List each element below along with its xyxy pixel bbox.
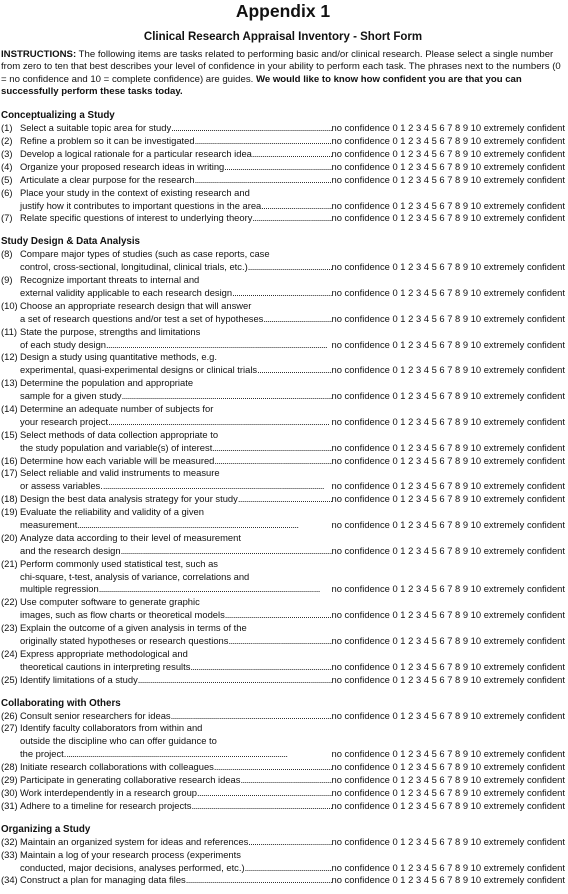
item-line xyxy=(1,274,565,287)
item-text: Express appropriate methodological and xyxy=(20,647,188,659)
leader-dots xyxy=(186,874,332,887)
item-line xyxy=(1,506,565,519)
confidence-scale[interactable]: no confidence 0 1 2 3 4 5 6 7 8 9 10 extremely confident xyxy=(331,122,565,134)
leader-dots xyxy=(225,609,332,622)
item-text: of each study design xyxy=(20,338,106,350)
item-text: or assess variables. xyxy=(20,480,103,492)
item-line xyxy=(1,364,565,377)
item-line xyxy=(1,148,565,161)
item-number xyxy=(1,661,20,674)
inventory-item xyxy=(1,429,565,455)
item-line xyxy=(1,800,565,813)
inventory-item xyxy=(1,135,565,148)
instructions-text: The following items are tasks related to performing basic and/or clinical research. Please select a single number from zero to ten that best describes your level of confidence in your ability to perform each task. The phrases next to the numbers (0 = no confidence and 10 = complete confidence) are guides. xyxy=(1,49,561,85)
item-number: (5) xyxy=(1,173,13,185)
leader-dots xyxy=(214,761,332,774)
inventory-item xyxy=(1,622,565,648)
leader-dots xyxy=(99,583,332,596)
item-line xyxy=(1,545,565,558)
item-text: Determine the population and appropriate xyxy=(20,377,194,389)
item-line xyxy=(1,248,565,261)
leader-dots xyxy=(212,442,331,455)
item-number xyxy=(1,748,20,761)
item-number xyxy=(1,313,20,326)
leader-dots xyxy=(214,455,331,468)
leader-dots xyxy=(228,635,331,648)
item-text: Identify limitations of a study xyxy=(20,673,138,685)
item-number: (30) xyxy=(1,786,18,798)
inventory-item xyxy=(1,761,565,774)
confidence-scale[interactable]: no confidence 0 1 2 3 4 5 6 7 8 9 10 extremely confident xyxy=(331,861,565,873)
item-number: (29) xyxy=(1,774,18,786)
leader-dots xyxy=(77,519,331,532)
inventory-item xyxy=(1,187,565,213)
item-line xyxy=(1,635,565,648)
item-line xyxy=(1,326,565,339)
item-text: control, cross-sectional, longitudinal, clinical trials, etc.) xyxy=(20,261,248,273)
confidence-scale[interactable]: no confidence 0 1 2 3 4 5 6 7 8 9 10 extremely confident xyxy=(331,583,565,595)
inventory-item xyxy=(1,493,565,506)
item-line xyxy=(1,403,565,416)
item-line xyxy=(1,442,565,455)
item-number: (22) xyxy=(1,596,18,608)
item-line xyxy=(1,622,565,635)
inventory-item xyxy=(1,326,565,352)
confidence-scale[interactable]: no confidence 0 1 2 3 4 5 6 7 8 9 10 extremely confident xyxy=(331,160,565,172)
inventory-item xyxy=(1,300,565,326)
item-text: State the purpose, strengths and limitations xyxy=(20,325,201,337)
leader-dots xyxy=(122,390,332,403)
leader-dots xyxy=(245,862,332,875)
item-line xyxy=(1,493,565,506)
inventory-item xyxy=(1,248,565,274)
item-text: Select methods of data collection appropriate to xyxy=(20,428,219,440)
item-text: the study population and variable(s) of interest xyxy=(20,441,213,453)
item-text: Maintain an organized system for ideas and references xyxy=(20,835,249,847)
item-line xyxy=(1,519,565,532)
item-text: Adhere to a timeline for research projects xyxy=(20,799,192,811)
inventory-item xyxy=(1,122,565,135)
item-text: Determine how each variable will be measured xyxy=(20,454,215,466)
item-text: Select a suitable topic area for study xyxy=(20,122,172,134)
confidence-scale[interactable]: no confidence 0 1 2 3 4 5 6 7 8 9 10 extremely confident xyxy=(331,799,565,811)
item-line xyxy=(1,661,565,674)
item-number xyxy=(1,862,20,875)
leader-dots xyxy=(66,748,331,761)
item-text: Participate in generating collaborative research ideas xyxy=(20,774,241,786)
item-number: (8) xyxy=(1,248,13,260)
item-text: multiple regression xyxy=(20,583,99,595)
item-number xyxy=(1,339,20,352)
leader-dots xyxy=(103,480,332,493)
item-line xyxy=(1,455,565,468)
leader-dots xyxy=(248,836,331,849)
item-number: (23) xyxy=(1,622,18,634)
item-text: measurement xyxy=(20,519,78,531)
item-line xyxy=(1,200,565,213)
confidence-scale[interactable]: no confidence 0 1 2 3 4 5 6 7 8 9 10 extremely confident xyxy=(331,748,565,760)
item-number: (14) xyxy=(1,403,18,414)
item-number xyxy=(1,609,20,622)
leader-dots xyxy=(195,174,332,187)
inventory-item xyxy=(1,874,565,887)
item-line xyxy=(1,532,565,545)
item-text: Choose an appropriate research design that will answer xyxy=(20,299,252,311)
inventory-item xyxy=(1,161,565,174)
item-number xyxy=(1,635,20,648)
item-text: Recognize important threats to internal and xyxy=(20,274,200,286)
inventory-item xyxy=(1,403,565,429)
item-line xyxy=(1,674,565,687)
item-number: (15) xyxy=(1,428,18,440)
item-line xyxy=(1,571,565,584)
leader-dots xyxy=(224,161,331,174)
instructions-emphasis: We would like to know how confident you are that you can successfully perform these tasks today. xyxy=(1,73,522,97)
inventory-item xyxy=(1,506,565,532)
item-number xyxy=(1,364,20,377)
item-line xyxy=(1,429,565,442)
item-text: Use computer software to generate graphic xyxy=(20,596,200,608)
item-line xyxy=(1,261,565,274)
confidence-scale[interactable]: no confidence 0 1 2 3 4 5 6 7 8 9 10 extremely confident xyxy=(331,390,565,402)
item-text: Articulate a clear purpose for the research xyxy=(20,173,195,185)
item-number xyxy=(1,480,20,493)
item-text: Explain the outcome of a given analysis in terms of the xyxy=(20,622,247,634)
leader-dots xyxy=(191,800,331,813)
item-line xyxy=(1,135,565,148)
leader-dots xyxy=(263,313,331,326)
confidence-scale[interactable]: no confidence 0 1 2 3 4 5 6 7 8 9 10 extremely confident xyxy=(331,761,565,773)
item-text: the project. xyxy=(20,748,67,760)
item-text: Develop a logical rationale for a particular research idea xyxy=(20,147,252,159)
leader-dots xyxy=(171,710,332,723)
item-number xyxy=(1,571,20,584)
inventory-item xyxy=(1,467,565,493)
section-title: Organizing a Study xyxy=(1,823,91,835)
item-line xyxy=(1,122,565,135)
item-line xyxy=(1,212,565,225)
item-text: external validity applicable to each research design xyxy=(20,286,233,298)
inventory-item xyxy=(1,377,565,403)
confidence-scale[interactable]: no confidence 0 1 2 3 4 5 6 7 8 9 10 extremely confident xyxy=(331,519,565,531)
item-line xyxy=(1,735,565,748)
item-line xyxy=(1,558,565,571)
item-number: (24) xyxy=(1,647,18,659)
inventory-item xyxy=(1,596,565,622)
item-text: Determine an adequate number of subjects for xyxy=(20,403,214,414)
confidence-scale[interactable]: no confidence 0 1 2 3 4 5 6 7 8 9 10 extremely confident xyxy=(331,660,565,672)
item-number: (9) xyxy=(1,274,13,286)
item-line xyxy=(1,874,565,887)
item-line xyxy=(1,648,565,661)
item-text: Design a study using quantitative methods, e.g. xyxy=(20,351,217,363)
confidence-scale[interactable]: no confidence 0 1 2 3 4 5 6 7 8 9 10 extremely confident xyxy=(331,774,565,786)
section-design xyxy=(1,236,565,686)
inventory-item xyxy=(1,212,565,225)
inventory-item xyxy=(1,532,565,558)
item-line xyxy=(1,467,565,480)
leader-dots xyxy=(261,200,331,213)
confidence-scale[interactable]: no confidence 0 1 2 3 4 5 6 7 8 9 10 extremely confident xyxy=(331,261,565,273)
item-number xyxy=(1,545,20,558)
item-number xyxy=(1,200,20,213)
item-text: chi-square, t-test, analysis of variance, correlations and xyxy=(20,570,250,582)
leader-dots xyxy=(190,661,331,674)
item-line xyxy=(1,836,565,849)
item-number: (21) xyxy=(1,557,18,569)
leader-dots xyxy=(252,212,331,225)
confidence-scale[interactable]: no confidence 0 1 2 3 4 5 6 7 8 9 10 extremely confident xyxy=(331,454,565,466)
item-line xyxy=(1,390,565,403)
confidence-scale[interactable]: no confidence 0 1 2 3 4 5 6 7 8 9 10 extremely confident xyxy=(331,835,565,847)
confidence-scale[interactable]: no confidence 0 1 2 3 4 5 6 7 8 9 10 extremely confident xyxy=(331,364,565,376)
leader-dots xyxy=(248,261,332,274)
item-text: Initiate research collaborations with colleagues xyxy=(20,761,214,773)
item-text: Select reliable and valid instruments to measure xyxy=(20,467,220,479)
item-text: images, such as flow charts or theoretical models xyxy=(20,609,225,621)
item-text: Construct a plan for managing data files xyxy=(20,874,186,886)
item-text: Organize your proposed research ideas in writing xyxy=(20,160,225,172)
item-number xyxy=(1,261,20,274)
item-number: (10) xyxy=(1,299,18,311)
leader-dots xyxy=(108,416,331,429)
item-number: (34) xyxy=(1,874,18,886)
confidence-scale[interactable]: no confidence 0 1 2 3 4 5 6 7 8 9 10 extremely confident xyxy=(331,212,565,224)
item-number: (11) xyxy=(1,325,17,337)
item-number: (12) xyxy=(1,351,18,363)
inventory-item xyxy=(1,674,565,687)
item-number: (20) xyxy=(1,531,18,543)
inventory-item xyxy=(1,648,565,674)
inventory-sections xyxy=(1,110,565,887)
confidence-scale[interactable]: no confidence 0 1 2 3 4 5 6 7 8 9 10 extremely confident xyxy=(331,635,565,647)
item-text: and the research design xyxy=(20,544,121,556)
inventory-item xyxy=(1,836,565,849)
item-number: (6) xyxy=(1,186,13,198)
item-number: (26) xyxy=(1,709,18,721)
leader-dots xyxy=(171,122,331,135)
page-subtitle: Clinical Research Appraisal Inventory - Short Form xyxy=(143,31,423,43)
item-text: sample for a given study xyxy=(20,390,122,402)
item-line xyxy=(1,761,565,774)
item-number xyxy=(1,390,20,403)
item-number: (18) xyxy=(1,493,18,505)
item-text: Consult senior researchers for ideas xyxy=(20,709,171,721)
inventory-item xyxy=(1,148,565,161)
item-line xyxy=(1,313,565,326)
confidence-scale[interactable]: no confidence 0 1 2 3 4 5 6 7 8 9 10 extremely confident xyxy=(331,493,565,505)
confidence-scale[interactable]: no confidence 0 1 2 3 4 5 6 7 8 9 10 extremely confident xyxy=(331,874,565,886)
item-line xyxy=(1,583,565,596)
item-number: (25) xyxy=(1,673,18,685)
item-line xyxy=(1,174,565,187)
leader-dots xyxy=(252,148,332,161)
item-number: (19) xyxy=(1,506,18,518)
inventory-item xyxy=(1,710,565,723)
section-conceptualizing xyxy=(1,110,565,225)
item-text: Compare major types of studies (such as case reports, case xyxy=(20,248,270,260)
item-text: your research project xyxy=(20,415,109,427)
item-number: (31) xyxy=(1,799,18,811)
item-line xyxy=(1,596,565,609)
item-number: (16) xyxy=(1,454,18,466)
item-number: (28) xyxy=(1,761,18,773)
item-number: (3) xyxy=(1,147,13,159)
section-organizing xyxy=(1,824,565,888)
item-number: (33) xyxy=(1,848,18,860)
item-text: experimental, quasi-experimental designs or clinical trials xyxy=(20,364,258,376)
item-text: originally stated hypotheses or research questions xyxy=(20,635,229,647)
item-line xyxy=(1,722,565,735)
item-number xyxy=(1,416,20,429)
item-line xyxy=(1,187,565,200)
confidence-scale[interactable]: no confidence 0 1 2 3 4 5 6 7 8 9 10 extremely confident xyxy=(331,286,565,298)
leader-dots xyxy=(138,674,332,687)
confidence-scale[interactable]: no confidence 0 1 2 3 4 5 6 7 8 9 10 extremely confident xyxy=(331,441,565,453)
confidence-scale[interactable]: no confidence 0 1 2 3 4 5 6 7 8 9 10 extremely confident xyxy=(331,673,565,685)
inventory-item xyxy=(1,174,565,187)
section-title: Study Design & Data Analysis xyxy=(1,236,141,248)
instructions xyxy=(1,49,565,98)
item-text: Analyze data according to their level of measurement xyxy=(20,531,241,543)
item-line xyxy=(1,774,565,787)
page-title: Appendix 1 xyxy=(235,1,331,21)
item-line xyxy=(1,416,565,429)
page xyxy=(0,1,568,894)
item-line xyxy=(1,609,565,622)
item-line xyxy=(1,351,565,364)
inventory-item xyxy=(1,351,565,377)
item-number xyxy=(1,735,20,748)
item-number xyxy=(1,442,20,455)
section-collaborating xyxy=(1,698,565,813)
item-number: (27) xyxy=(1,722,18,734)
instructions-label: INSTRUCTIONS: xyxy=(1,49,77,60)
item-text: conducted, major decisions, analyses performed, etc.) xyxy=(20,861,245,873)
item-number: (1) xyxy=(1,122,13,134)
item-text: Evaluate the reliability and validity of a given xyxy=(20,506,204,518)
leader-dots xyxy=(240,774,331,787)
item-text: Design the best data analysis strategy for your study xyxy=(20,493,238,505)
item-text: Maintain a log of your research process (experiments xyxy=(20,848,241,860)
leader-dots xyxy=(257,364,331,377)
item-line xyxy=(1,339,565,352)
item-number: (17) xyxy=(1,467,18,479)
confidence-scale[interactable]: no confidence 0 1 2 3 4 5 6 7 8 9 10 extremely confident xyxy=(331,544,565,556)
confidence-scale[interactable]: no confidence 0 1 2 3 4 5 6 7 8 9 10 extremely confident xyxy=(331,709,565,721)
item-line xyxy=(1,377,565,390)
item-text: justify how it contributes to important questions in the area xyxy=(20,199,262,211)
item-number: (4) xyxy=(1,160,13,172)
confidence-scale[interactable]: no confidence 0 1 2 3 4 5 6 7 8 9 10 extremely confident xyxy=(331,199,565,211)
inventory-item xyxy=(1,274,565,300)
item-line xyxy=(1,710,565,723)
item-number: (7) xyxy=(1,212,13,224)
confidence-scale[interactable]: no confidence 0 1 2 3 4 5 6 7 8 9 10 extremely confident xyxy=(331,786,565,798)
item-line xyxy=(1,300,565,313)
leader-dots xyxy=(195,135,332,148)
item-line xyxy=(1,849,565,862)
item-line xyxy=(1,787,565,800)
item-number: (13) xyxy=(1,377,18,389)
item-line xyxy=(1,748,565,761)
confidence-scale[interactable]: no confidence 0 1 2 3 4 5 6 7 8 9 10 extremely confident xyxy=(331,415,565,427)
item-text: outside the discipline who can offer guidance to xyxy=(20,735,217,747)
item-text: Refine a problem so it can be investigated xyxy=(20,135,195,147)
confidence-scale[interactable]: no confidence 0 1 2 3 4 5 6 7 8 9 10 extremely confident xyxy=(331,312,565,324)
inventory-item xyxy=(1,849,565,875)
inventory-item xyxy=(1,455,565,468)
inventory-item xyxy=(1,558,565,597)
confidence-scale[interactable]: no confidence 0 1 2 3 4 5 6 7 8 9 10 extremely confident xyxy=(331,173,565,185)
item-text: a set of research questions and/or test a set of hypotheses xyxy=(20,312,264,324)
item-number: (2) xyxy=(1,135,13,147)
leader-dots xyxy=(106,339,332,352)
item-text: Relate specific questions of interest to underlying theory xyxy=(20,212,253,224)
item-number xyxy=(1,583,20,596)
item-text: Place your study in the context of existing research and xyxy=(20,186,250,198)
section-title: Collaborating with Others xyxy=(1,697,121,709)
inventory-item xyxy=(1,800,565,813)
item-text: theoretical cautions in interpreting results xyxy=(20,660,191,672)
item-line xyxy=(1,287,565,300)
confidence-scale[interactable]: no confidence 0 1 2 3 4 5 6 7 8 9 10 extremely confident xyxy=(331,135,565,147)
confidence-scale[interactable]: no confidence 0 1 2 3 4 5 6 7 8 9 10 extremely confident xyxy=(331,609,565,621)
item-line xyxy=(1,161,565,174)
leader-dots xyxy=(238,493,332,506)
item-text: Identify faculty collaborators from within and xyxy=(20,722,203,734)
leader-dots xyxy=(121,545,332,558)
confidence-scale[interactable]: no confidence 0 1 2 3 4 5 6 7 8 9 10 extremely confident xyxy=(331,338,565,350)
leader-dots xyxy=(197,787,331,800)
inventory-item xyxy=(1,722,565,761)
inventory-item xyxy=(1,787,565,800)
confidence-scale[interactable]: no confidence 0 1 2 3 4 5 6 7 8 9 10 extremely confident xyxy=(331,147,565,159)
section-title: Conceptualizing a Study xyxy=(1,110,115,122)
item-text: Work interdependently in a research group xyxy=(20,786,198,798)
item-line xyxy=(1,862,565,875)
leader-dots xyxy=(232,287,331,300)
item-number xyxy=(1,287,20,300)
item-text: Perform commonly used statistical test, such as xyxy=(20,557,218,569)
confidence-scale[interactable]: no confidence 0 1 2 3 4 5 6 7 8 9 10 extremely confident xyxy=(331,480,565,492)
item-number: (32) xyxy=(1,835,18,847)
item-line xyxy=(1,480,565,493)
inventory-item xyxy=(1,774,565,787)
item-number xyxy=(1,519,20,532)
